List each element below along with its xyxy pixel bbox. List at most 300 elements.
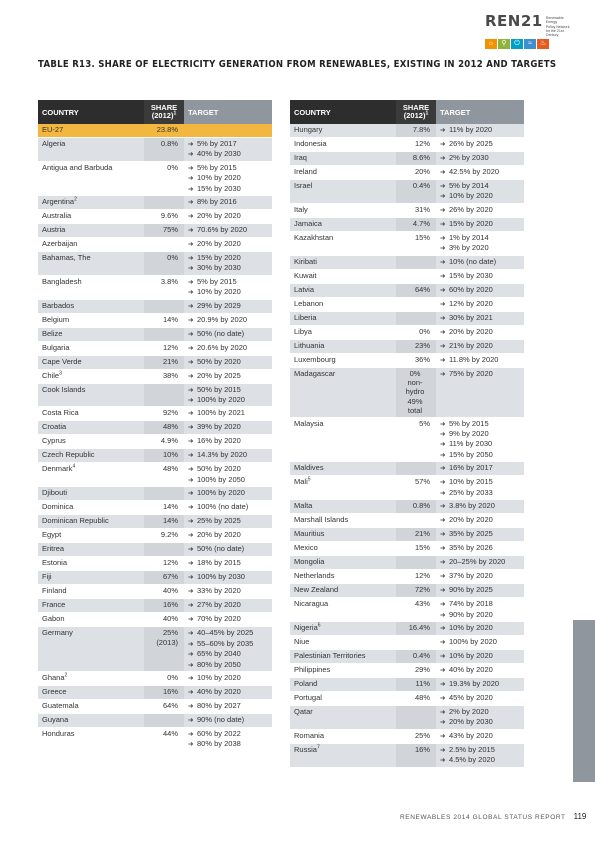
- arrow-right-icon: ➔: [440, 342, 446, 350]
- target-line: [440, 585, 520, 595]
- target-line: [188, 211, 268, 221]
- share-cell: [144, 449, 184, 463]
- share-value: 31%: [414, 204, 430, 214]
- share-value: 7.8%: [412, 125, 430, 134]
- target-line: [188, 395, 268, 405]
- arrow-right-icon: ➔: [188, 386, 194, 394]
- country-name: Belize: [42, 328, 63, 338]
- target-line: [440, 243, 520, 253]
- target-line: [188, 315, 268, 325]
- table-row: [290, 650, 524, 664]
- country-name: Egypt: [42, 530, 62, 540]
- country-name: Denmark: [42, 464, 73, 474]
- arrow-right-icon: ➔: [188, 289, 194, 297]
- country-cell: [38, 138, 144, 162]
- country-name: Kuwait: [294, 270, 317, 280]
- table-row: [38, 627, 272, 672]
- country-name: Luxembourg: [294, 354, 336, 364]
- share-header-bottom: (2012): [403, 111, 426, 120]
- country-name: France: [42, 600, 66, 610]
- footnote-marker: 3: [59, 370, 62, 377]
- table-row: [38, 276, 272, 300]
- country-name: EU-27: [42, 125, 64, 134]
- table-row: [38, 328, 272, 342]
- arrow-right-icon: ➔: [188, 164, 194, 172]
- country-cell: [38, 224, 144, 238]
- country-name: Eritrea: [42, 544, 65, 554]
- arrow-right-icon: ➔: [188, 213, 194, 221]
- footer-report-title: RENEWABLES 2014 GLOBAL STATUS REPORT: [400, 814, 566, 821]
- target-line: [440, 153, 520, 163]
- target-line: [188, 475, 268, 485]
- targets-table-left: [38, 100, 272, 752]
- table-row: [38, 543, 272, 557]
- share-cell: [396, 284, 436, 298]
- share-value: 0%: [167, 672, 178, 682]
- target-value: 18% by 2015: [197, 558, 241, 568]
- target-line: [440, 167, 520, 177]
- arrow-right-icon: ➔: [188, 716, 194, 724]
- country-name: Marshall Islands: [294, 515, 349, 525]
- table-row: [290, 744, 524, 768]
- target-line: [188, 739, 268, 749]
- target-value: 40% by 2020: [197, 686, 241, 696]
- share-cell: [396, 622, 436, 636]
- table-row: [290, 514, 524, 528]
- target-cell: [184, 487, 272, 501]
- share-cell: [144, 370, 184, 384]
- share-header-top: SHARE: [150, 102, 178, 112]
- target-cell: [436, 636, 524, 650]
- arrow-right-icon: ➔: [440, 258, 446, 266]
- table-row: [290, 232, 524, 256]
- share-value: 64%: [162, 700, 178, 710]
- target-line: [188, 558, 268, 568]
- share-cell: [144, 196, 184, 210]
- target-cell: [184, 124, 272, 138]
- target-line: [188, 516, 268, 526]
- target-line: [440, 299, 520, 309]
- target-line: [188, 253, 268, 263]
- country-name: Qatar: [294, 706, 313, 716]
- target-cell: [184, 714, 272, 728]
- table-row: [38, 463, 272, 487]
- target-value: 10% by 2020: [449, 650, 493, 660]
- arrow-right-icon: ➔: [188, 651, 194, 659]
- share-cell: [396, 664, 436, 678]
- share-cell: [144, 238, 184, 252]
- country-cell: [290, 124, 396, 138]
- country-name: Mauritius: [294, 529, 325, 539]
- share-header-bottom: (2012): [151, 111, 174, 120]
- target-value: 5% by 2015: [449, 418, 489, 428]
- table-row: [290, 706, 524, 730]
- target-cell: [436, 476, 524, 500]
- country-cell: [38, 672, 144, 686]
- target-cell: [184, 543, 272, 557]
- country-name: Philippines: [294, 664, 331, 674]
- table-row: [38, 384, 272, 408]
- country-cell: [290, 368, 396, 418]
- arrow-right-icon: ➔: [440, 680, 446, 688]
- table-row: [38, 599, 272, 613]
- country-name: Dominican Republic: [42, 516, 109, 526]
- country-name: New Zealand: [294, 585, 339, 595]
- share-value: 9.2%: [160, 530, 178, 540]
- column-header-country: COUNTRY: [38, 100, 144, 124]
- share-cell: [144, 543, 184, 557]
- arrow-right-icon: ➔: [188, 424, 194, 432]
- logo-tagline-line: for the 21st Century: [545, 28, 564, 38]
- target-value: 50% (no date): [197, 328, 245, 338]
- table-row: [38, 487, 272, 501]
- arrow-right-icon: ➔: [188, 302, 194, 310]
- share-value: 23.8%: [156, 125, 178, 134]
- target-value: 15% by 2020: [197, 253, 241, 263]
- country-cell: [38, 585, 144, 599]
- target-cell: [184, 196, 272, 210]
- arrow-right-icon: ➔: [188, 674, 194, 682]
- target-cell: [436, 598, 524, 622]
- share-header-footnote: 1: [425, 110, 429, 117]
- target-cell: [184, 599, 272, 613]
- arrow-right-icon: ➔: [188, 574, 194, 582]
- table-row: [38, 585, 272, 599]
- share-cell: [396, 542, 436, 556]
- sun-icon: ☼: [485, 39, 497, 49]
- target-cell: [436, 298, 524, 312]
- country-cell: [38, 700, 144, 714]
- target-value: 37% by 2020: [449, 571, 493, 581]
- target-line: [440, 355, 520, 365]
- share-value: 25%: [162, 628, 178, 638]
- target-cell: [184, 300, 272, 314]
- country-cell: [290, 664, 396, 678]
- country-name: Djibouti: [42, 488, 68, 498]
- target-cell: [436, 514, 524, 528]
- table-row: [38, 300, 272, 314]
- share-cell: [396, 368, 436, 418]
- target-value: 20% by 2020: [197, 530, 241, 540]
- country-name: Portugal: [294, 692, 322, 702]
- country-name: Bahamas, The: [42, 253, 91, 263]
- arrow-right-icon: ➔: [440, 732, 446, 740]
- arrow-right-icon: ➔: [440, 545, 446, 553]
- target-cell: [436, 138, 524, 152]
- target-line: [188, 673, 268, 683]
- share-value: 16%: [162, 686, 178, 696]
- target-value: 10% by 2020: [197, 173, 241, 183]
- share-cell: [144, 585, 184, 599]
- share-cell: [396, 678, 436, 692]
- share-value: 5%: [419, 418, 430, 428]
- arrow-right-icon: ➔: [188, 702, 194, 710]
- target-value: 90% by 2020: [449, 609, 493, 619]
- target-value: 90% (no date): [197, 714, 245, 724]
- country-cell: [38, 543, 144, 557]
- arrow-right-icon: ➔: [440, 757, 446, 765]
- target-value: 11% by 2030: [449, 439, 493, 449]
- arrow-right-icon: ➔: [440, 638, 446, 646]
- target-value: 14.3% by 2020: [197, 450, 248, 460]
- target-cell: [436, 542, 524, 556]
- target-line: [440, 463, 520, 473]
- country-name: Hungary: [294, 125, 323, 134]
- target-cell: [436, 284, 524, 298]
- arrow-right-icon: ➔: [188, 688, 194, 696]
- target-value: 5% by 2014: [449, 181, 489, 190]
- country-cell: [38, 238, 144, 252]
- share-value: 20%: [414, 167, 430, 176]
- table-row: [38, 435, 272, 449]
- share-cell: [396, 180, 436, 204]
- target-value: 15% by 2050: [449, 449, 493, 459]
- share-value: 10%: [162, 450, 178, 460]
- share-value: 21%: [414, 529, 430, 539]
- share-cell: [396, 418, 436, 463]
- target-value: 20% by 2025: [197, 370, 241, 380]
- arrow-right-icon: ➔: [440, 587, 446, 595]
- table-row: [290, 152, 524, 166]
- country-cell: [290, 462, 396, 476]
- target-value: 11% by 2020: [449, 125, 493, 134]
- country-cell: [290, 418, 396, 463]
- target-cell: [436, 650, 524, 664]
- target-line: [188, 385, 268, 395]
- target-line: [440, 707, 520, 717]
- target-line: [188, 239, 268, 249]
- target-cell: [436, 256, 524, 270]
- share-cell: [144, 314, 184, 328]
- table-row: [38, 672, 272, 686]
- target-value: 100% by 2050: [197, 474, 245, 484]
- share-value: 14%: [162, 502, 178, 512]
- target-value: 1% by 2014: [449, 232, 489, 242]
- target-line: [188, 277, 268, 287]
- target-cell: [436, 500, 524, 514]
- target-cell: [184, 138, 272, 162]
- table-row: [38, 407, 272, 421]
- target-cell: [184, 627, 272, 672]
- target-value: 55–60% by 2035: [197, 638, 254, 648]
- country-name: Belgium: [42, 314, 70, 324]
- country-cell: [290, 180, 396, 204]
- target-value: 60% by 2020: [449, 284, 493, 294]
- country-cell: [38, 627, 144, 672]
- target-line: [188, 687, 268, 697]
- share-value: 14%: [162, 516, 178, 526]
- target-value: 10% by 2020: [197, 287, 241, 297]
- arrow-right-icon: ➔: [188, 741, 194, 749]
- country-cell: [38, 162, 144, 196]
- arrow-right-icon: ➔: [440, 356, 446, 364]
- country-name: Latvia: [294, 284, 315, 294]
- share-cell: [396, 232, 436, 256]
- share-value: 36%: [414, 354, 430, 364]
- share-value: 48%: [414, 692, 430, 702]
- target-value: 15% by 2030: [197, 183, 241, 193]
- target-value: 74% by 2018: [449, 599, 493, 609]
- share-cell: [144, 421, 184, 435]
- arrow-right-icon: ➔: [188, 330, 194, 338]
- wind-icon: ⚲: [498, 39, 510, 49]
- share-cell: [396, 476, 436, 500]
- country-name: Cyprus: [42, 436, 66, 446]
- table-row: [38, 370, 272, 384]
- share-cell: [144, 613, 184, 627]
- share-cell: [144, 356, 184, 370]
- target-line: [440, 419, 520, 429]
- target-cell: [436, 622, 524, 636]
- arrow-right-icon: ➔: [440, 169, 446, 176]
- footnote-marker: 6: [317, 622, 321, 629]
- table-row: [290, 556, 524, 570]
- target-value: 3% by 2020: [449, 243, 489, 253]
- country-name: Poland: [294, 678, 318, 688]
- share-cell: [396, 270, 436, 284]
- share-cell: [144, 342, 184, 356]
- target-line: [188, 488, 268, 498]
- table-row: [38, 501, 272, 515]
- target-cell: [436, 368, 524, 418]
- share-value: 92%: [162, 408, 178, 418]
- target-value: 43% by 2020: [449, 730, 493, 740]
- share-cell: [144, 300, 184, 314]
- country-cell: [290, 152, 396, 166]
- share-value: 43%: [414, 599, 430, 609]
- target-value: 10% by 2020: [449, 191, 493, 201]
- arrow-right-icon: ➔: [440, 300, 446, 308]
- target-line: [440, 651, 520, 661]
- share-value: 0.4%: [412, 650, 430, 660]
- country-cell: [290, 622, 396, 636]
- target-cell: [184, 571, 272, 585]
- target-line: [188, 422, 268, 432]
- country-cell: [290, 514, 396, 528]
- country-cell: [290, 636, 396, 650]
- country-cell: [38, 613, 144, 627]
- share-value: 29%: [414, 664, 430, 674]
- footnote-marker: 2: [74, 196, 77, 203]
- target-cell: [436, 744, 524, 768]
- target-cell: [436, 354, 524, 368]
- target-cell: [436, 418, 524, 463]
- country-name: Malta: [294, 501, 313, 511]
- target-value: 100% by 2030: [197, 572, 245, 582]
- target-value: 15% by 2020: [449, 218, 493, 228]
- arrow-right-icon: ➔: [440, 272, 446, 280]
- arrow-right-icon: ➔: [440, 503, 446, 511]
- target-line: [188, 139, 268, 149]
- target-cell: [184, 328, 272, 342]
- arrow-right-icon: ➔: [188, 560, 194, 568]
- table-row: [290, 298, 524, 312]
- table-row: [290, 284, 524, 298]
- arrow-right-icon: ➔: [188, 199, 194, 207]
- target-cell: [184, 276, 272, 300]
- targets-table-right: [290, 100, 524, 768]
- table-body: [290, 124, 524, 768]
- table-row: [290, 678, 524, 692]
- share-value: 0%: [419, 326, 430, 336]
- arrow-right-icon: ➔: [188, 255, 194, 263]
- share-cell: [144, 571, 184, 585]
- target-cell: [184, 314, 272, 328]
- target-line: [188, 715, 268, 725]
- share-header-top: SHARE: [402, 102, 430, 112]
- target-line: [440, 205, 520, 215]
- share-cell: [396, 528, 436, 542]
- target-line: [188, 301, 268, 311]
- country-name: Argentina: [42, 197, 75, 207]
- target-line: [188, 371, 268, 381]
- target-value: 20% by 2020: [449, 515, 493, 525]
- target-cell: [184, 686, 272, 700]
- share-value: 16%: [414, 744, 430, 754]
- target-cell: [184, 224, 272, 238]
- share-cell: [396, 500, 436, 514]
- target-line: [440, 755, 520, 765]
- share-cell: [396, 326, 436, 340]
- table-row: [38, 686, 272, 700]
- country-name: Austria: [42, 225, 66, 235]
- target-value: 16% by 2020: [197, 436, 241, 446]
- share-value: 14%: [162, 314, 178, 324]
- share-value: 40%: [162, 586, 178, 596]
- target-line: [440, 285, 520, 295]
- country-cell: [38, 314, 144, 328]
- arrow-right-icon: ➔: [188, 476, 194, 484]
- country-cell: [38, 599, 144, 613]
- arrow-right-icon: ➔: [440, 420, 446, 428]
- arrow-right-icon: ➔: [440, 314, 446, 322]
- target-cell: [436, 706, 524, 730]
- country-name: Kiribati: [294, 256, 317, 266]
- target-value: 10% by 2015: [449, 477, 493, 487]
- table-header-row: [38, 100, 272, 124]
- arrow-right-icon: ➔: [188, 630, 194, 638]
- target-value: 16% by 2017: [449, 463, 493, 473]
- arrow-right-icon: ➔: [440, 719, 446, 727]
- share-cell: [396, 462, 436, 476]
- target-cell: [436, 204, 524, 218]
- target-line: [440, 369, 520, 379]
- target-line: [440, 450, 520, 460]
- arrow-right-icon: ➔: [188, 265, 194, 273]
- share-value: 16%: [162, 600, 178, 610]
- target-line: [440, 623, 520, 633]
- target-cell: [436, 462, 524, 476]
- arrow-right-icon: ➔: [440, 370, 446, 378]
- country-cell: [290, 542, 396, 556]
- column-header-country: COUNTRY: [290, 100, 396, 124]
- country-name: Czech Republic: [42, 450, 95, 460]
- target-value: 19.3% by 2020: [449, 678, 500, 688]
- target-line: [188, 614, 268, 624]
- target-line: [188, 572, 268, 582]
- arrow-right-icon: ➔: [440, 746, 446, 754]
- target-value: 40% by 2020: [449, 664, 493, 674]
- table-row: [38, 342, 272, 356]
- target-line: [440, 637, 520, 647]
- power-icon: ⏻: [511, 39, 523, 49]
- table-row: [38, 714, 272, 728]
- table-row: [290, 598, 524, 622]
- arrow-right-icon: ➔: [440, 531, 446, 539]
- share-value: 72%: [414, 585, 430, 595]
- target-value: 4.5% by 2020: [449, 755, 495, 765]
- country-cell: [290, 678, 396, 692]
